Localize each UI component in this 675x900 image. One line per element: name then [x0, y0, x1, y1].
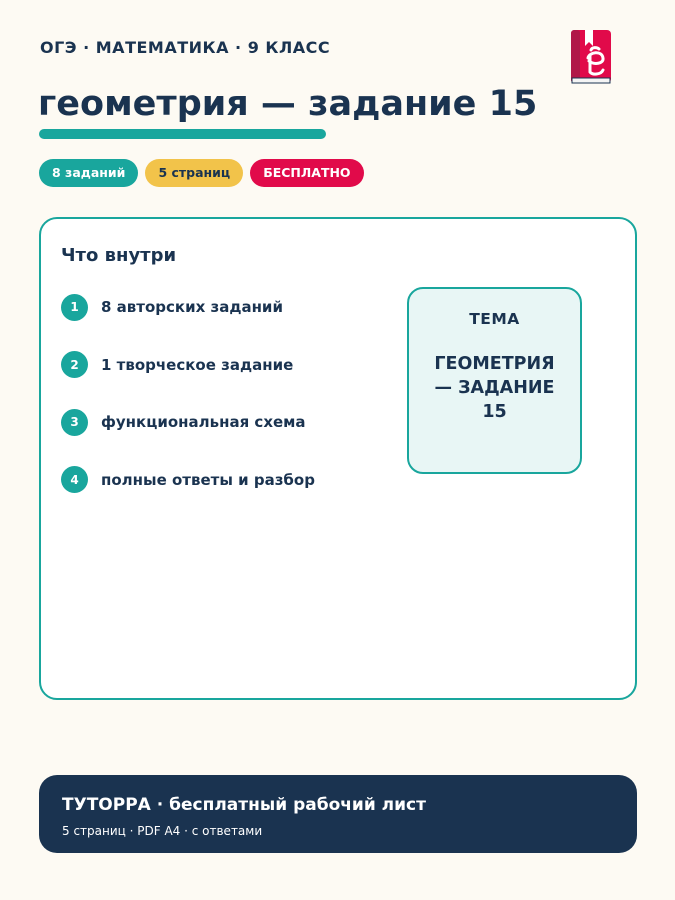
item-text: 1 творческое задание	[101, 355, 294, 374]
item-text: функциональная схема	[101, 413, 306, 431]
footer-banner	[39, 775, 637, 853]
brand-logo	[568, 28, 614, 86]
item-number: 4	[61, 466, 88, 493]
item-number: 1	[61, 294, 88, 321]
item-number: 3	[61, 409, 88, 436]
footer-title: ТУТОРРА · бесплатный рабочий лист	[62, 795, 426, 815]
list-item	[61, 466, 381, 494]
bookmark-book-icon	[568, 28, 614, 86]
pages-count-badge: 5 страниц	[145, 159, 243, 187]
contents-title: Что внутри	[61, 245, 177, 266]
list-item	[61, 351, 381, 379]
list-item	[61, 408, 381, 436]
title-underline	[39, 129, 326, 139]
topic-label: ТЕМА	[469, 310, 520, 328]
page-title: геометрия — задание 15	[38, 84, 538, 124]
item-text: 8 авторских заданий	[101, 298, 283, 316]
footer-subtitle: 5 страниц · PDF A4 · с ответами	[62, 824, 263, 838]
list-item	[61, 293, 381, 321]
contents-list	[61, 293, 381, 523]
topic-name: ГЕОМЕТРИЯ — ЗАДАНИЕ 15	[434, 354, 555, 422]
topic-box	[407, 287, 582, 474]
free-badge: БЕСПЛАТНО	[250, 159, 363, 187]
page-kicker: ОГЭ · МАТЕМАТИКА · 9 КЛАСС	[40, 38, 331, 57]
item-text: полные ответы и разбор	[101, 470, 315, 489]
badge-row	[39, 159, 364, 187]
contents-card	[39, 217, 637, 700]
tasks-count-badge: 8 заданий	[39, 159, 138, 187]
item-number: 2	[61, 351, 88, 378]
